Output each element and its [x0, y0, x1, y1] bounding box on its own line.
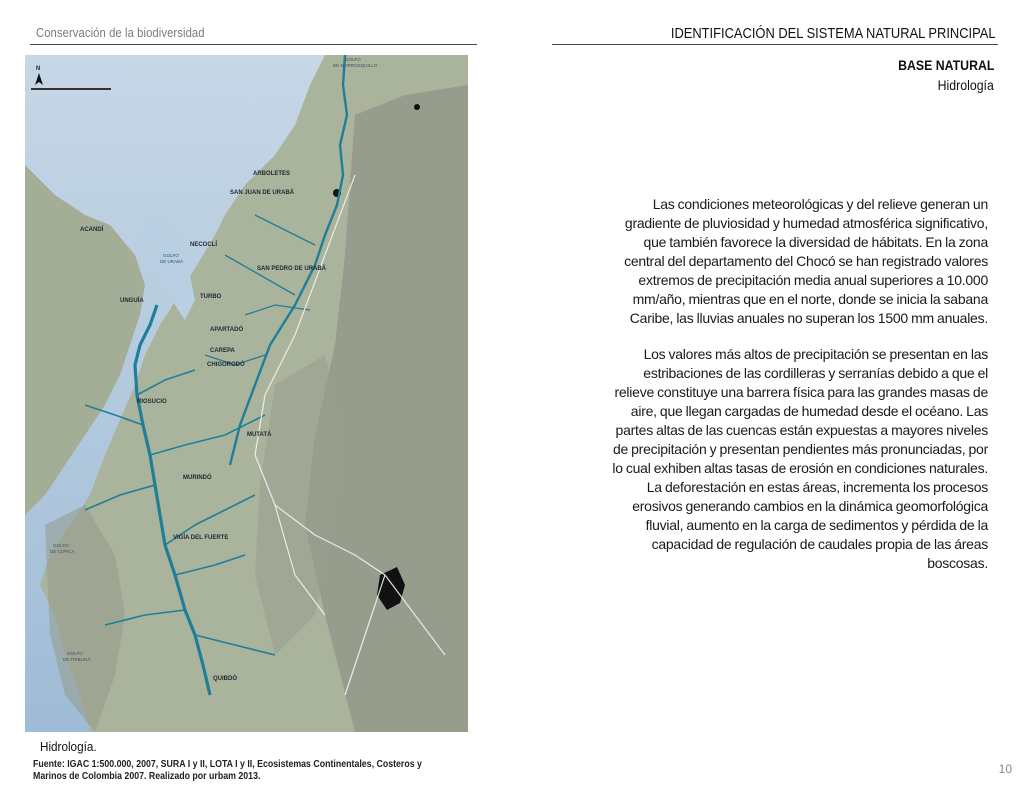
place-label: VIGÍA DEL FUERTE: [173, 535, 229, 541]
town-marker: [414, 104, 420, 110]
section-title: BASE NATURAL: [897, 57, 994, 73]
place-label: APARTADÓ: [210, 327, 244, 333]
map-canvas: [25, 55, 468, 732]
body-text: [608, 195, 988, 590]
paragraph-2: Los valores más altos de precipitación se presentan en las estribaciones de las cordilleras y serranías debido a que el relieve constituye una barrera física para las grandes masas de aire, que llegan cargadas de humedad desde el océano. Las partes altas de las cuencas están expuestas a mayores niveles de precipitación y presentan pendientes más pronunciadas, por lo cual exhiben altas tasas de erosión en condiciones naturales. La deforestación en estas áreas, incrementa los procesos erosivos generando cambios en la dinámica geomorfológica fluvial, aumento en la carga de sedimentos y pérdida de la capacidad de regulación de caudales propia de las áreas boscosas.: [612, 346, 988, 571]
place-label: SAN PEDRO DE URABÁ: [257, 266, 327, 272]
section-subtitle: Hidrología: [937, 77, 994, 93]
map-caption: Hidrología.: [40, 739, 97, 754]
paragraph-1: Las condiciones meteorológicas y del relieve generan un gradiente de pluviosidad y humedad atmosférica significativo, que también favorece la diversidad de hábitats. En la zona central del departamento del Chocó se han registrado valores extremos de precipitación media anual superiores a 10.000 mm/año, mientras que en el norte, donde se inicia la sabana Caribe, las lluvias anuales no superan los 1500 mm anuales.: [624, 196, 988, 326]
header-rule-right: [552, 44, 998, 45]
map-source: Fuente: IGAC 1:500.000, 2007, SURA I y II, LOTA I y II, Ecosistemas Continentales, Costeros y Marinos de Colombia 2007. Realizado por urbam 2013.: [33, 759, 422, 782]
place-label: ACANDÍ: [80, 227, 104, 233]
sea-label: GOLFO: [53, 543, 69, 548]
running-header-right: IDENTIFICACIÓN DEL SISTEMA NATURAL PRINCIPAL: [671, 25, 996, 42]
hydrology-map: [25, 55, 468, 732]
place-label: NECOCLÍ: [190, 242, 217, 248]
north-label: N: [36, 66, 41, 72]
place-label: TURBO: [200, 294, 222, 300]
place-label: ARBOLETES: [253, 171, 291, 177]
sea-label: DE MORROSQUILLO: [333, 63, 378, 68]
place-label: QUIBDÓ: [213, 676, 237, 682]
place-label: UNGUÍA: [120, 298, 144, 304]
sea-label: DE URABÁ: [160, 259, 184, 264]
sea-label: GOLFO: [163, 253, 179, 258]
place-label: SAN JUAN DE URABÁ: [230, 190, 295, 196]
page-number: 10: [998, 762, 1012, 776]
place-label: CAREPA: [210, 348, 235, 354]
place-label: MURINDÓ: [183, 475, 212, 481]
sea-label: DE CUPICA: [50, 549, 75, 554]
sea-label: DE TRIBUGÁ: [63, 657, 91, 662]
scale-bar: [31, 88, 111, 90]
sea-label: GOLFO: [67, 651, 83, 656]
sea-label: GOLFO: [345, 57, 361, 62]
header-rule-left: [30, 44, 477, 45]
place-label: MUTATÁ: [247, 432, 272, 438]
running-header-left: Conservación de la biodiversidad: [36, 26, 205, 40]
place-label: CHIGORODÓ: [207, 362, 245, 368]
place-label: RIOSUCIO: [137, 399, 167, 405]
